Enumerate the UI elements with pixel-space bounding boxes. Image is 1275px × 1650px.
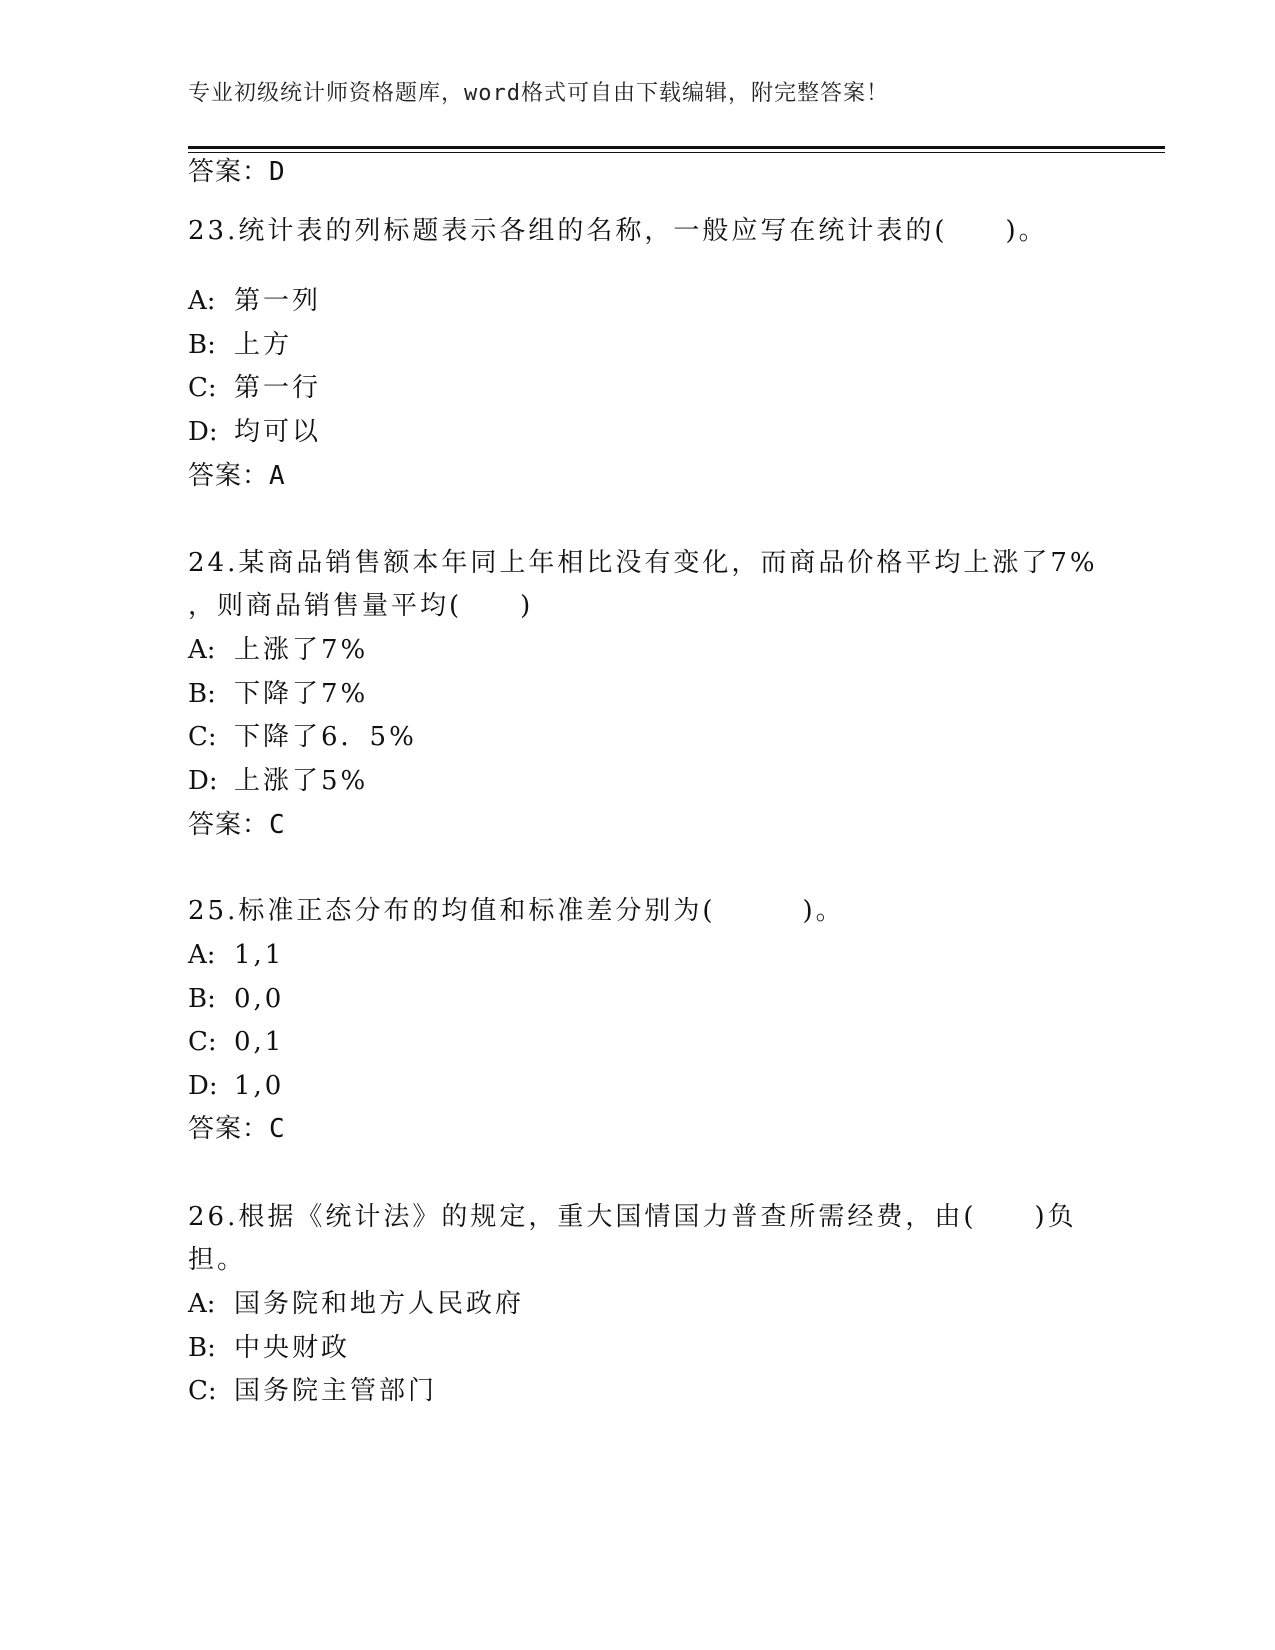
answer-label: 答案： xyxy=(188,810,270,840)
option-key: D: xyxy=(188,417,218,447)
question-23-option-d xyxy=(188,416,321,448)
answer-label: 答案： xyxy=(188,1114,270,1144)
option-key: A: xyxy=(188,940,216,970)
option-text: 1,0 xyxy=(234,1071,285,1101)
option-text: 国务院和地方人民政府 xyxy=(234,1289,525,1319)
question-25-answer xyxy=(188,1113,286,1145)
option-key: D: xyxy=(188,1071,218,1101)
option-key: D: xyxy=(188,766,218,796)
option-text: 第一行 xyxy=(234,373,322,403)
option-key: B: xyxy=(188,679,216,709)
answer-value: C xyxy=(269,1114,286,1144)
option-key: C: xyxy=(188,722,217,752)
question-24-option-d xyxy=(188,765,368,797)
prev-answer xyxy=(188,156,286,188)
question-26-stem-line-2: 担。 xyxy=(188,1245,247,1275)
question-24-answer xyxy=(188,809,286,841)
question-25-stem: 25.标准正态分布的均值和标准差分别为( )。 xyxy=(188,896,845,926)
option-text: 下降了7% xyxy=(234,679,369,709)
option-text: 1,1 xyxy=(234,940,285,970)
question-25-option-c xyxy=(188,1026,284,1058)
question-25-option-b xyxy=(188,983,284,1015)
question-23-option-b xyxy=(188,329,292,361)
question-24-option-b xyxy=(188,678,368,710)
answer-value: C xyxy=(269,810,286,840)
question-26-stem-line-1: 26.根据《统计法》的规定，重大国情国力普查所需经费，由( )负 xyxy=(188,1202,1077,1232)
header-rule-thick xyxy=(188,146,1165,149)
option-key: B: xyxy=(188,1333,216,1363)
question-23-answer xyxy=(188,460,286,492)
question-24-stem-line-1: 24.某商品销售额本年同上年相比没有变化，而商品价格平均上涨了7% xyxy=(188,548,1098,578)
option-key: C: xyxy=(188,1376,217,1406)
option-text: 上方 xyxy=(234,330,293,360)
page-header: 专业初级统计师资格题库，word格式可自由下载编辑，附完整答案！ xyxy=(188,81,889,106)
option-key: B: xyxy=(188,984,216,1014)
question-24-stem-line-2: ，则商品销售量平均( ) xyxy=(188,591,534,621)
question-26-option-a xyxy=(188,1288,524,1320)
option-key: B: xyxy=(188,330,216,360)
option-text: 0,1 xyxy=(234,1027,285,1057)
question-25-option-a xyxy=(188,939,284,971)
question-23-option-c xyxy=(188,372,321,404)
answer-value: D xyxy=(269,157,286,187)
option-key: A: xyxy=(188,635,216,665)
question-23-option-a xyxy=(188,285,321,317)
question-24-option-c xyxy=(188,721,417,753)
option-text: 下降了6．5% xyxy=(234,722,417,752)
option-text: 上涨了5% xyxy=(234,766,369,796)
option-text: 均可以 xyxy=(234,417,322,447)
answer-label: 答案： xyxy=(188,157,270,187)
question-26-option-b xyxy=(188,1332,350,1364)
option-key: C: xyxy=(188,373,217,403)
answer-label: 答案： xyxy=(188,461,270,491)
option-text: 中央财政 xyxy=(234,1333,351,1363)
question-23-stem: 23.统计表的列标题表示各组的名称，一般应写在统计表的( )。 xyxy=(188,216,1048,246)
option-text: 0,0 xyxy=(234,984,285,1014)
question-24-option-a xyxy=(188,634,368,666)
option-text: 上涨了7% xyxy=(234,635,369,665)
option-text: 第一列 xyxy=(234,286,322,316)
answer-value: A xyxy=(269,461,286,491)
option-key: C: xyxy=(188,1027,217,1057)
option-text: 国务院主管部门 xyxy=(234,1376,438,1406)
header-rule-thin xyxy=(188,152,1165,153)
option-key: A: xyxy=(188,286,216,316)
question-25-option-d xyxy=(188,1070,284,1102)
option-key: A: xyxy=(188,1289,216,1319)
question-26-option-c xyxy=(188,1375,437,1407)
